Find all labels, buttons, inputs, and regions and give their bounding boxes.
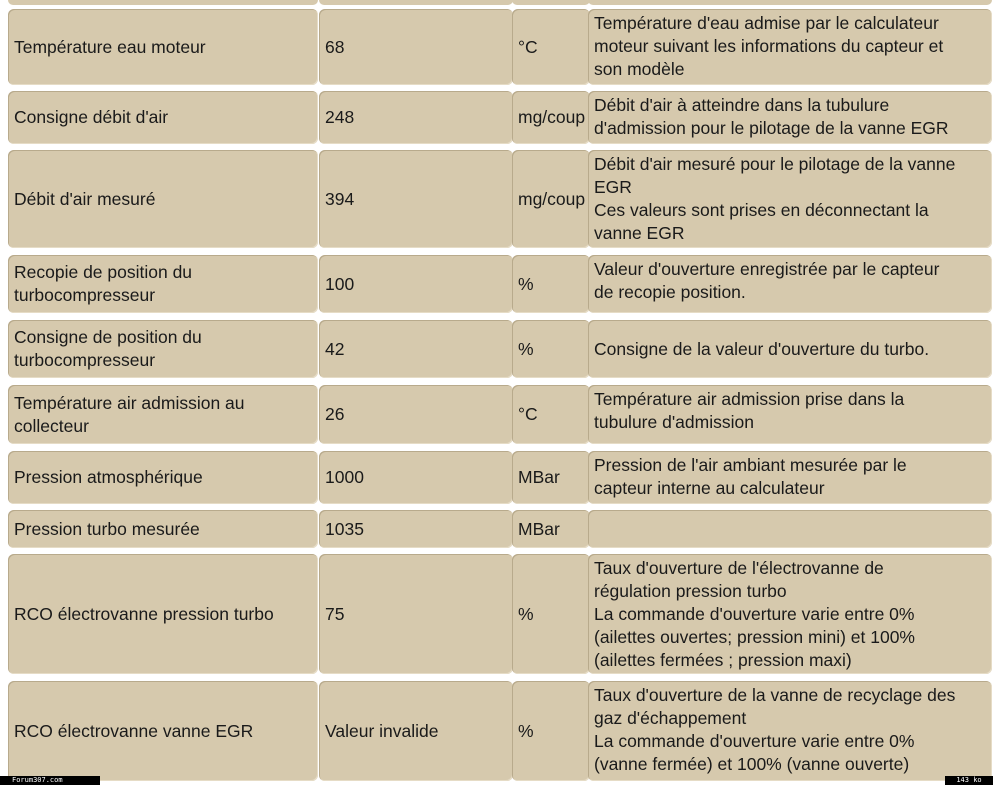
row-4-value: 42 xyxy=(319,320,513,378)
row-5-unit: °C xyxy=(512,385,590,444)
row-2-desc: Débit d'air mesuré pour le pilotage de la vanne EGR Ces valeurs sont prises en déconnectant la vanne EGR xyxy=(588,150,992,248)
row-2-unit: mg/coup xyxy=(512,150,590,248)
row-3-desc: Valeur d'ouverture enregistrée par le capteur de recopie position. xyxy=(588,255,992,313)
row-4-name: Consigne de position du turbocompresseur xyxy=(8,320,318,378)
row-2-value: 394 xyxy=(319,150,513,248)
row-8-unit: % xyxy=(512,554,590,674)
row-7-unit: MBar xyxy=(512,510,590,548)
row-3-name: Recopie de position du turbocompresseur xyxy=(8,255,318,313)
row-1-value: 248 xyxy=(319,91,513,144)
row-4-unit: % xyxy=(512,320,590,378)
row-7-value: 1035 xyxy=(319,510,513,548)
row-7-desc xyxy=(588,510,992,548)
row-3-value: 100 xyxy=(319,255,513,313)
row-2-name: Débit d'air mesuré xyxy=(8,150,318,248)
row-9-desc: Taux d'ouverture de la vanne de recyclage des gaz d'échappement La commande d'ouverture varie entre 0% (vanne fermée) et 100% (vanne ouverte) xyxy=(588,681,992,781)
row-3-unit: % xyxy=(512,255,590,313)
row-0-unit: °C xyxy=(512,9,590,85)
row-4-desc: Consigne de la valeur d'ouverture du turbo. xyxy=(588,320,992,378)
row-1-unit: mg/coup xyxy=(512,91,590,144)
row-9-value: Valeur invalide xyxy=(319,681,513,781)
row-7-name: Pression turbo mesurée xyxy=(8,510,318,548)
row-5-desc: Température air admission prise dans la tubulure d'admission xyxy=(588,385,992,444)
row-8-name: RCO électrovanne pression turbo xyxy=(8,554,318,674)
row-0-desc: Température d'eau admise par le calculateur moteur suivant les informations du capteur et son modèle xyxy=(588,9,992,85)
row-8-desc: Taux d'ouverture de l'électrovanne de régulation pression turbo La commande d'ouverture varie entre 0% (ailettes ouvertes; pression mini) et 100% (ailettes fermées ; pression maxi) xyxy=(588,554,992,674)
file-size-badge: 143 ko xyxy=(945,776,993,785)
row-6-unit: MBar xyxy=(512,451,590,504)
row-9-name: RCO électrovanne vanne EGR xyxy=(8,681,318,781)
row-8-value: 75 xyxy=(319,554,513,674)
row-9-unit: % xyxy=(512,681,590,781)
row-6-value: 1000 xyxy=(319,451,513,504)
row-6-name: Pression atmosphérique xyxy=(8,451,318,504)
row-5-value: 26 xyxy=(319,385,513,444)
row-0-name: Température eau moteur xyxy=(8,9,318,85)
row-1-name: Consigne débit d'air xyxy=(8,91,318,144)
row-0-value: 68 xyxy=(319,9,513,85)
row-6-desc: Pression de l'air ambiant mesurée par le capteur interne au calculateur xyxy=(588,451,992,504)
watermark-forum: Forum307.com xyxy=(0,776,100,785)
row-5-name: Température air admission au collecteur xyxy=(8,385,318,444)
row-1-desc: Débit d'air à atteindre dans la tubulure d'admission pour le pilotage de la vanne EGR xyxy=(588,91,992,144)
